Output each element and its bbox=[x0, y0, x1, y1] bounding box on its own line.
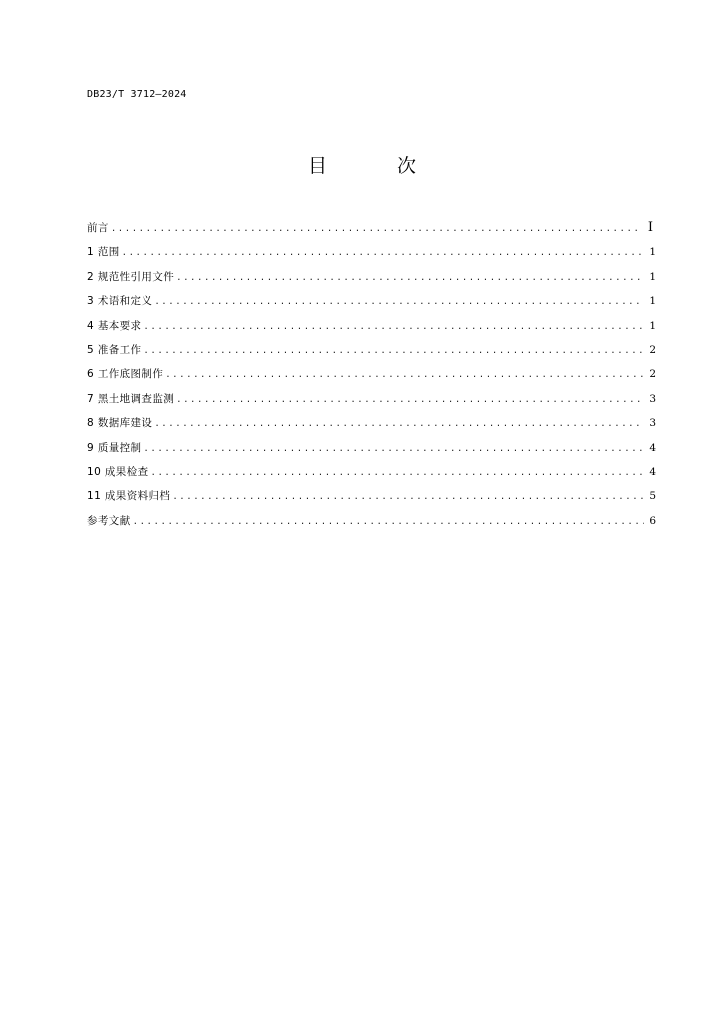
toc-entry-preparation[interactable] bbox=[87, 338, 656, 362]
toc-entry-basic-requirements[interactable] bbox=[87, 314, 656, 338]
toc-entry-page: 1 bbox=[649, 246, 656, 259]
toc-entry-label: 7 黑土地调查监测 bbox=[87, 392, 175, 405]
toc-dot-leader bbox=[143, 437, 644, 461]
toc-entry-survey-monitoring[interactable] bbox=[87, 387, 656, 411]
toc-list bbox=[87, 216, 656, 533]
toc-entry-page: 3 bbox=[649, 392, 656, 405]
toc-entry-scope[interactable] bbox=[87, 240, 656, 264]
toc-dot-leader bbox=[151, 461, 645, 485]
toc-entry-label: 1 范围 bbox=[87, 246, 120, 259]
toc-entry-label: 6 工作底图制作 bbox=[87, 368, 164, 381]
toc-dot-leader bbox=[122, 241, 644, 265]
toc-dot-leader bbox=[154, 290, 644, 314]
toc-dot-leader bbox=[172, 485, 644, 509]
toc-entry-normative-references[interactable] bbox=[87, 265, 656, 289]
toc-dot-leader bbox=[176, 266, 644, 290]
toc-entry-page: 4 bbox=[649, 465, 656, 478]
toc-entry-label: 5 准备工作 bbox=[87, 343, 142, 356]
toc-title: 目 次 bbox=[307, 155, 449, 177]
toc-entry-page: 3 bbox=[649, 417, 656, 430]
toc-dot-leader bbox=[154, 412, 644, 436]
toc-entry-foreword[interactable] bbox=[87, 216, 656, 240]
toc-entry-label: 10 成果检查 bbox=[87, 465, 149, 478]
toc-entry-quality-control[interactable] bbox=[87, 436, 656, 460]
toc-entry-base-map[interactable] bbox=[87, 362, 656, 386]
toc-entry-label: 3 术语和定义 bbox=[87, 295, 153, 308]
toc-dot-leader bbox=[133, 510, 644, 534]
toc-entry-label: 前言 bbox=[87, 222, 109, 234]
toc-dot-leader bbox=[165, 363, 644, 387]
toc-entry-label: 8 数据库建设 bbox=[87, 417, 153, 430]
toc-entry-page: 5 bbox=[649, 490, 656, 503]
toc-entry-label: 4 基本要求 bbox=[87, 319, 142, 332]
toc-entry-page: 1 bbox=[649, 270, 656, 283]
toc-dot-leader bbox=[143, 315, 644, 339]
toc-dot-leader bbox=[111, 217, 641, 241]
toc-entry-page: 1 bbox=[649, 319, 656, 332]
toc-entry-page: I bbox=[647, 220, 653, 235]
toc-entry-label: 参考文献 bbox=[87, 514, 131, 527]
document-code: DB23/T 3712—2024 bbox=[87, 89, 187, 100]
toc-entry-page: 2 bbox=[649, 368, 656, 381]
toc-entry-results-check[interactable] bbox=[87, 460, 656, 484]
toc-entry-database[interactable] bbox=[87, 411, 656, 435]
toc-entry-terms-definitions[interactable] bbox=[87, 289, 656, 313]
toc-entry-page: 6 bbox=[649, 514, 656, 527]
toc-entry-label: 9 质量控制 bbox=[87, 441, 142, 454]
toc-entry-archiving[interactable] bbox=[87, 484, 656, 508]
toc-entry-label: 11 成果资料归档 bbox=[87, 490, 171, 503]
toc-entry-page: 4 bbox=[649, 441, 656, 454]
toc-dot-leader bbox=[176, 388, 644, 412]
toc-entry-page: 1 bbox=[649, 295, 656, 308]
toc-entry-page: 2 bbox=[649, 343, 656, 356]
toc-entry-bibliography[interactable] bbox=[87, 509, 656, 533]
toc-entry-label: 2 规范性引用文件 bbox=[87, 270, 175, 283]
toc-dot-leader bbox=[143, 339, 644, 363]
